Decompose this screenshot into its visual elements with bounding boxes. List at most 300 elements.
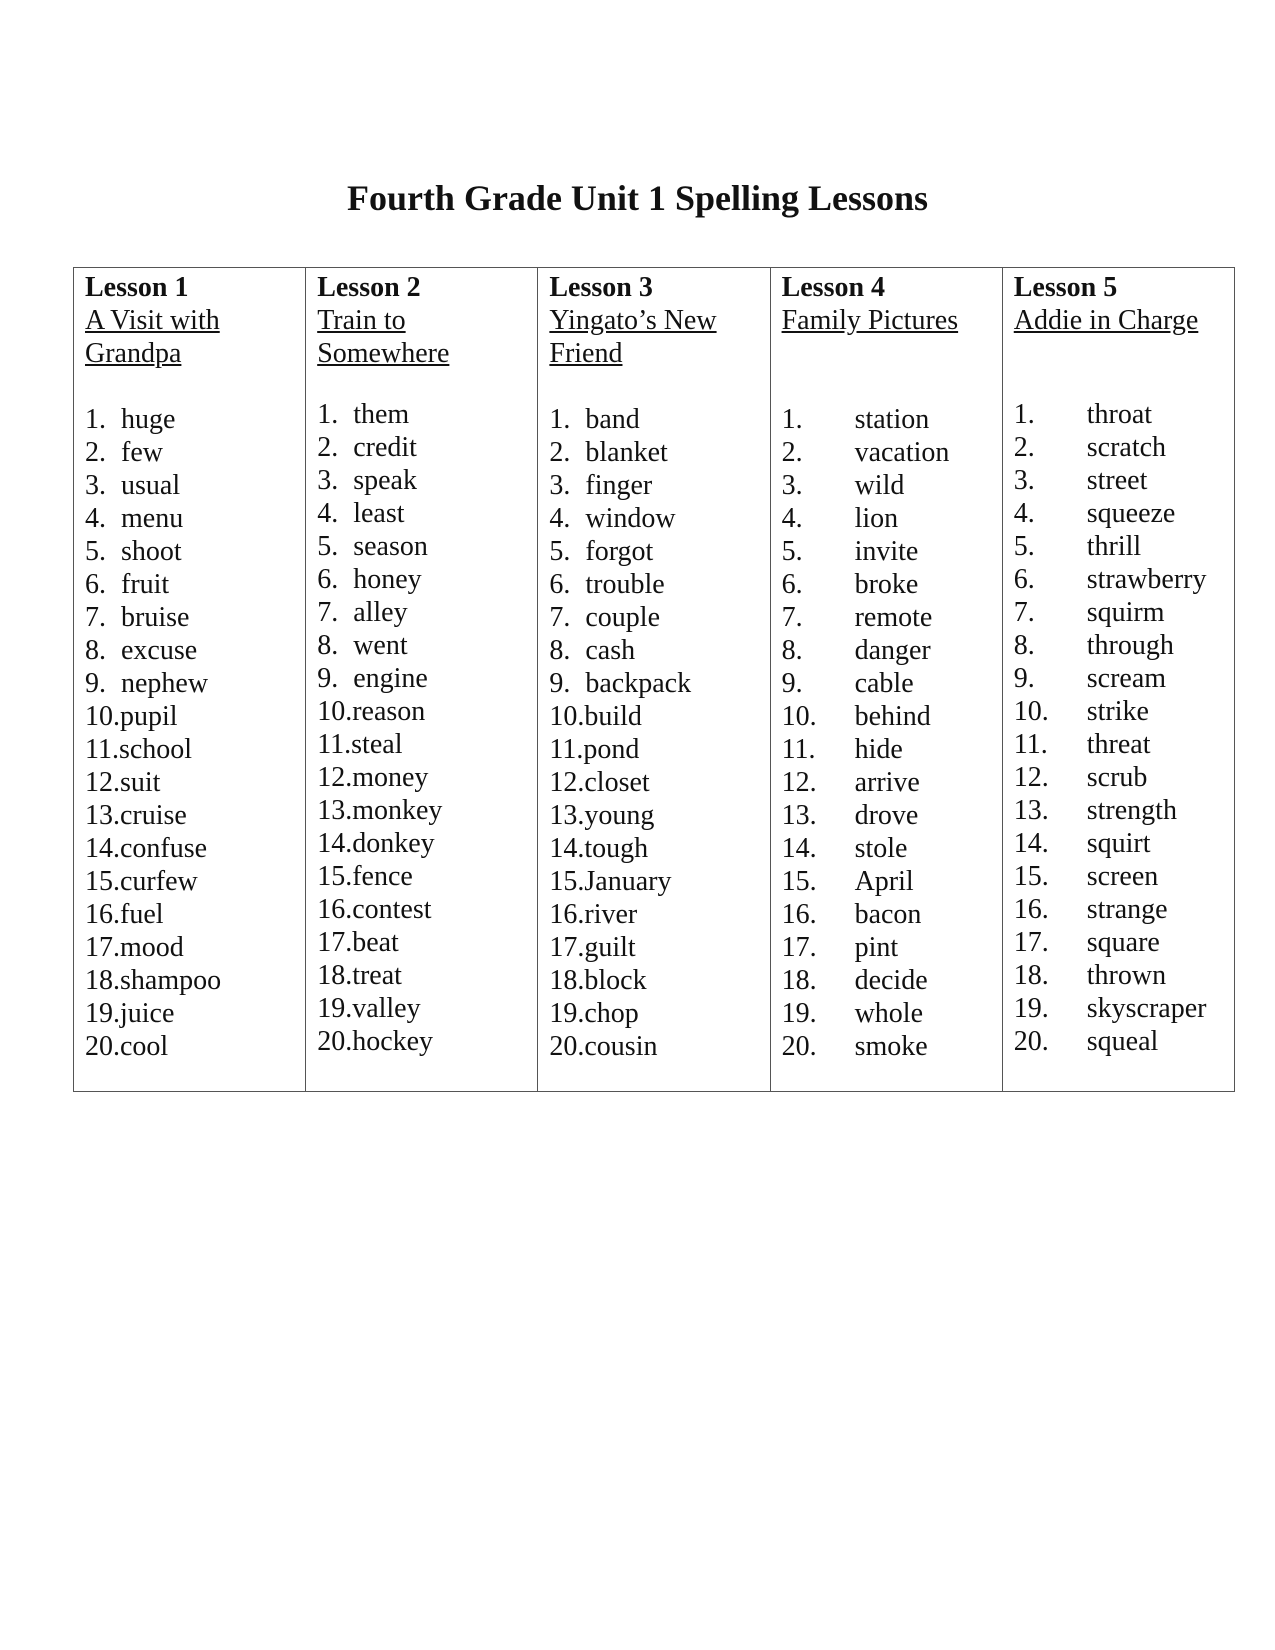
word-list-item bbox=[782, 403, 1002, 436]
spelling-word: band bbox=[585, 404, 640, 435]
word-list bbox=[1014, 398, 1234, 1058]
word-number: 17. bbox=[317, 927, 353, 958]
spelling-word: couple bbox=[585, 602, 661, 633]
word-number: 20. bbox=[317, 1026, 353, 1057]
word-list-item bbox=[85, 832, 305, 865]
word-number: 18. bbox=[85, 965, 120, 996]
story-title bbox=[85, 304, 305, 403]
word-list-item bbox=[85, 799, 305, 832]
word-list-item bbox=[85, 469, 305, 502]
word-list-item bbox=[1014, 629, 1234, 662]
spelling-word: finger bbox=[585, 470, 653, 501]
word-list-item bbox=[1014, 761, 1234, 794]
spelling-word: usual bbox=[121, 470, 181, 501]
spelling-word: screen bbox=[1086, 861, 1159, 892]
spelling-word: chop bbox=[584, 998, 639, 1029]
word-number: 6. bbox=[317, 564, 339, 595]
spelling-word: scrub bbox=[1086, 762, 1148, 793]
word-list-item bbox=[85, 502, 305, 535]
spelling-word: window bbox=[585, 503, 676, 534]
lesson-column bbox=[538, 268, 770, 1092]
spelling-word: closet bbox=[584, 767, 650, 798]
word-number: 2. bbox=[85, 437, 106, 468]
word-list-item bbox=[317, 794, 537, 827]
word-number: 4. bbox=[317, 498, 339, 529]
word-number: 1. bbox=[781, 404, 803, 435]
word-list-item bbox=[1014, 464, 1234, 497]
word-number: 17. bbox=[549, 932, 585, 963]
spelling-word: pond bbox=[583, 734, 640, 765]
word-list-item bbox=[782, 865, 1002, 898]
word-number: 7. bbox=[781, 602, 803, 633]
spelling-word: scratch bbox=[1086, 432, 1167, 463]
spelling-word: pint bbox=[854, 932, 899, 963]
spelling-word: hide bbox=[854, 734, 903, 765]
spelling-word: skyscraper bbox=[1086, 993, 1207, 1024]
word-number: 8. bbox=[85, 635, 106, 666]
word-list-item bbox=[549, 436, 769, 469]
word-list-item bbox=[782, 766, 1002, 799]
word-number: 4. bbox=[85, 503, 106, 534]
word-number: 6. bbox=[549, 569, 571, 600]
word-list-item bbox=[782, 832, 1002, 865]
word-number: 1. bbox=[1013, 399, 1035, 430]
word-number: 9. bbox=[85, 668, 106, 699]
word-number: 10. bbox=[85, 701, 120, 732]
word-number: 5. bbox=[85, 536, 106, 567]
word-number: 18. bbox=[1013, 960, 1049, 991]
spelling-word: scream bbox=[1086, 663, 1167, 694]
word-number: 19. bbox=[549, 998, 585, 1029]
page-title: Fourth Grade Unit 1 Spelling Lessons bbox=[346, 178, 929, 218]
word-list-item bbox=[549, 403, 769, 436]
word-number: 17. bbox=[1013, 927, 1049, 958]
word-list-item bbox=[1014, 596, 1234, 629]
spelling-word: strange bbox=[1086, 894, 1168, 925]
story-title-line: Addie in Charge bbox=[1013, 305, 1199, 336]
word-list-item bbox=[549, 931, 769, 964]
spelling-word: went bbox=[353, 630, 408, 661]
spelling-word: drove bbox=[854, 800, 919, 831]
spelling-word: pupil bbox=[120, 701, 178, 732]
spelling-word: contest bbox=[352, 894, 432, 925]
word-list-item bbox=[317, 893, 537, 926]
word-list-item bbox=[317, 497, 537, 530]
word-number: 1. bbox=[317, 399, 339, 430]
word-number: 4. bbox=[549, 503, 571, 534]
word-number: 2. bbox=[549, 437, 571, 468]
word-number: 4. bbox=[1013, 498, 1035, 529]
word-list-item bbox=[1014, 992, 1234, 1025]
word-number: 17. bbox=[781, 932, 817, 963]
spelling-word: steal bbox=[351, 729, 403, 760]
word-list-item bbox=[1014, 827, 1234, 860]
word-number: 6. bbox=[781, 569, 803, 600]
spelling-word: forgot bbox=[585, 536, 654, 567]
word-number: 11. bbox=[85, 734, 119, 765]
spelling-word: bruise bbox=[121, 602, 190, 633]
spelling-word: backpack bbox=[585, 668, 692, 699]
word-list-item bbox=[317, 398, 537, 431]
spelling-word: January bbox=[584, 866, 672, 897]
spelling-word: arrive bbox=[854, 767, 920, 798]
word-list-item bbox=[549, 964, 769, 997]
word-list-item bbox=[782, 436, 1002, 469]
word-number: 12. bbox=[1013, 762, 1049, 793]
word-list-item bbox=[549, 634, 769, 667]
word-list-item bbox=[549, 469, 769, 502]
spelling-word: April bbox=[854, 866, 914, 897]
spelling-word: curfew bbox=[120, 866, 198, 897]
word-number: 14. bbox=[317, 828, 353, 859]
word-number: 16. bbox=[1013, 894, 1049, 925]
spelling-word: thrown bbox=[1086, 960, 1167, 991]
story-title bbox=[782, 304, 1002, 403]
word-number: 18. bbox=[317, 960, 353, 991]
word-number: 19. bbox=[85, 998, 120, 1029]
word-list-item bbox=[782, 997, 1002, 1030]
spelling-word: whole bbox=[854, 998, 923, 1029]
spelling-word: hockey bbox=[352, 1026, 434, 1057]
word-list-item bbox=[85, 568, 305, 601]
word-list-item bbox=[317, 629, 537, 662]
word-number: 6. bbox=[85, 569, 106, 600]
word-number: 10. bbox=[781, 701, 817, 732]
word-number: 8. bbox=[317, 630, 339, 661]
word-number: 14. bbox=[85, 833, 120, 864]
spelling-word: street bbox=[1086, 465, 1148, 496]
word-list-item bbox=[317, 464, 537, 497]
word-list bbox=[782, 403, 1002, 1063]
word-list-item bbox=[1014, 563, 1234, 596]
spelling-word: strawberry bbox=[1086, 564, 1207, 595]
story-title-line: Somewhere bbox=[317, 338, 450, 369]
word-list-item bbox=[1014, 1025, 1234, 1058]
spelling-word: bacon bbox=[854, 899, 922, 930]
story-title bbox=[549, 304, 769, 403]
spelling-word: mood bbox=[120, 932, 184, 963]
spelling-word: alley bbox=[353, 597, 408, 628]
story-title-line: Yingato’s New bbox=[549, 305, 717, 336]
word-list-item bbox=[85, 733, 305, 766]
word-number: 11. bbox=[549, 734, 584, 765]
spelling-word: thrill bbox=[1086, 531, 1142, 562]
word-list-item bbox=[549, 733, 769, 766]
word-list-item bbox=[782, 700, 1002, 733]
word-list bbox=[85, 403, 305, 1063]
lesson-column bbox=[306, 268, 538, 1092]
word-number: 13. bbox=[549, 800, 585, 831]
word-number: 20. bbox=[1013, 1026, 1049, 1057]
word-list-item bbox=[549, 667, 769, 700]
word-number: 11. bbox=[317, 729, 352, 760]
spelling-word: guilt bbox=[584, 932, 636, 963]
word-list-item bbox=[1014, 497, 1234, 530]
word-number: 19. bbox=[1013, 993, 1049, 1024]
word-number: 20. bbox=[781, 1031, 817, 1062]
lesson-column bbox=[770, 268, 1002, 1092]
spelling-word: squirm bbox=[1086, 597, 1165, 628]
word-list-item bbox=[85, 667, 305, 700]
spelling-word: engine bbox=[353, 663, 428, 694]
word-list-item bbox=[85, 766, 305, 799]
word-list-item bbox=[85, 634, 305, 667]
word-list-item bbox=[549, 865, 769, 898]
word-number: 9. bbox=[1013, 663, 1035, 694]
word-list-item bbox=[1014, 695, 1234, 728]
word-list-item bbox=[85, 865, 305, 898]
spelling-word: invite bbox=[854, 536, 919, 567]
word-list-item bbox=[1014, 959, 1234, 992]
word-number: 9. bbox=[317, 663, 339, 694]
word-number: 5. bbox=[781, 536, 803, 567]
word-list-item bbox=[782, 898, 1002, 931]
spelling-word: squirt bbox=[1086, 828, 1151, 859]
word-number: 17. bbox=[85, 932, 120, 963]
spelling-word: strength bbox=[1086, 795, 1177, 826]
lesson-column bbox=[1002, 268, 1234, 1092]
lesson-heading: Lesson 5 bbox=[1013, 272, 1118, 303]
word-number: 18. bbox=[549, 965, 585, 996]
spelling-word: them bbox=[353, 399, 410, 430]
spelling-word: fence bbox=[352, 861, 413, 892]
word-number: 20. bbox=[549, 1031, 585, 1062]
word-list-item bbox=[782, 931, 1002, 964]
word-number: 3. bbox=[85, 470, 106, 501]
word-number: 14. bbox=[1013, 828, 1049, 859]
story-title-line: A Visit with bbox=[85, 305, 220, 336]
word-number: 1. bbox=[549, 404, 571, 435]
word-list-item bbox=[317, 695, 537, 728]
word-list-item bbox=[1014, 530, 1234, 563]
word-number: 3. bbox=[781, 470, 803, 501]
word-number: 12. bbox=[549, 767, 585, 798]
spelling-word: speak bbox=[353, 465, 417, 496]
lesson-column bbox=[74, 268, 306, 1092]
word-number: 16. bbox=[781, 899, 817, 930]
word-number: 18. bbox=[781, 965, 817, 996]
word-list-item bbox=[317, 1025, 537, 1058]
word-number: 10. bbox=[1013, 696, 1049, 727]
word-list-item bbox=[85, 898, 305, 931]
word-list-item bbox=[85, 1030, 305, 1063]
word-number: 5. bbox=[1013, 531, 1035, 562]
word-number: 2. bbox=[781, 437, 803, 468]
spelling-word: young bbox=[584, 800, 655, 831]
word-list-item bbox=[85, 700, 305, 733]
word-list-item bbox=[782, 568, 1002, 601]
word-list-item bbox=[782, 964, 1002, 997]
spelling-word: cable bbox=[854, 668, 914, 699]
lessons-table bbox=[73, 267, 1235, 1092]
spelling-word: stole bbox=[854, 833, 908, 864]
word-number: 10. bbox=[549, 701, 585, 732]
spelling-word: credit bbox=[353, 432, 417, 463]
spelling-word: strike bbox=[1086, 696, 1149, 727]
word-list bbox=[317, 398, 537, 1058]
spelling-word: smoke bbox=[854, 1031, 928, 1062]
spelling-word: treat bbox=[352, 960, 402, 991]
spelling-word: nephew bbox=[121, 668, 209, 699]
word-list-item bbox=[317, 992, 537, 1025]
spelling-word: juice bbox=[120, 998, 175, 1029]
word-number: 12. bbox=[781, 767, 817, 798]
word-number: 2. bbox=[1013, 432, 1035, 463]
word-number: 13. bbox=[85, 800, 120, 831]
word-number: 20. bbox=[85, 1031, 120, 1062]
word-list-item bbox=[317, 563, 537, 596]
word-list-item bbox=[549, 601, 769, 634]
word-list-item bbox=[85, 931, 305, 964]
word-number: 1. bbox=[85, 404, 106, 435]
word-list-item bbox=[782, 634, 1002, 667]
spelling-word: cousin bbox=[584, 1031, 658, 1062]
word-number: 3. bbox=[549, 470, 571, 501]
lesson-heading: Lesson 3 bbox=[549, 272, 653, 303]
word-number: 13. bbox=[781, 800, 817, 831]
spelling-word: broke bbox=[854, 569, 919, 600]
word-list-item bbox=[317, 596, 537, 629]
story-title bbox=[317, 304, 537, 403]
word-number: 15. bbox=[781, 866, 817, 897]
story-title-line: Family Pictures bbox=[781, 305, 959, 336]
word-number: 16. bbox=[549, 899, 585, 930]
word-list-item bbox=[1014, 728, 1234, 761]
word-number: 8. bbox=[1013, 630, 1035, 661]
word-list-item bbox=[85, 997, 305, 1030]
spelling-word: square bbox=[1086, 927, 1160, 958]
word-list-item bbox=[549, 535, 769, 568]
word-number: 5. bbox=[317, 531, 339, 562]
word-list-item bbox=[317, 926, 537, 959]
word-number: 8. bbox=[781, 635, 803, 666]
spelling-word: honey bbox=[353, 564, 422, 595]
spelling-word: few bbox=[121, 437, 163, 468]
spelling-word: behind bbox=[854, 701, 931, 732]
word-number: 16. bbox=[85, 899, 120, 930]
word-list-item bbox=[317, 959, 537, 992]
word-list-item bbox=[1014, 794, 1234, 827]
word-list-item bbox=[549, 502, 769, 535]
word-list-item bbox=[85, 601, 305, 634]
word-list-item bbox=[782, 733, 1002, 766]
word-list-item bbox=[549, 832, 769, 865]
word-list-item bbox=[782, 469, 1002, 502]
word-number: 13. bbox=[1013, 795, 1049, 826]
spelling-word: shampoo bbox=[120, 965, 222, 996]
word-number: 7. bbox=[317, 597, 339, 628]
spelling-word: huge bbox=[121, 404, 176, 435]
word-number: 13. bbox=[317, 795, 353, 826]
spelling-word: build bbox=[584, 701, 642, 732]
word-number: 11. bbox=[781, 734, 816, 765]
word-number: 15. bbox=[85, 866, 120, 897]
lessons-row bbox=[74, 268, 1235, 1092]
word-list bbox=[549, 403, 769, 1063]
word-list-item bbox=[782, 535, 1002, 568]
spelling-word: cruise bbox=[120, 800, 187, 831]
word-number: 7. bbox=[85, 602, 106, 633]
word-list-item bbox=[549, 766, 769, 799]
word-list-item bbox=[549, 997, 769, 1030]
spelling-word: throat bbox=[1086, 399, 1153, 430]
word-number: 6. bbox=[1013, 564, 1035, 595]
spelling-word: station bbox=[854, 404, 930, 435]
word-list-item bbox=[549, 1030, 769, 1063]
word-number: 9. bbox=[549, 668, 571, 699]
word-number: 10. bbox=[317, 696, 353, 727]
spelling-word: cool bbox=[120, 1031, 169, 1062]
word-number: 19. bbox=[781, 998, 817, 1029]
word-list-item bbox=[317, 827, 537, 860]
word-number: 14. bbox=[549, 833, 585, 864]
word-list-item bbox=[549, 568, 769, 601]
lesson-heading: Lesson 2 bbox=[317, 272, 421, 303]
spelling-word: menu bbox=[121, 503, 184, 534]
spelling-word: tough bbox=[584, 833, 649, 864]
word-list-item bbox=[1014, 431, 1234, 464]
word-list-item bbox=[782, 667, 1002, 700]
word-list-item bbox=[1014, 860, 1234, 893]
word-list-item bbox=[85, 964, 305, 997]
word-list-item bbox=[1014, 893, 1234, 926]
word-number: 2. bbox=[317, 432, 339, 463]
word-list-item bbox=[85, 403, 305, 436]
spelling-word: lion bbox=[854, 503, 899, 534]
word-number: 11. bbox=[1013, 729, 1048, 760]
spelling-word: fruit bbox=[121, 569, 170, 600]
word-list-item bbox=[782, 502, 1002, 535]
word-list-item bbox=[782, 601, 1002, 634]
spelling-word: blanket bbox=[585, 437, 668, 468]
word-number: 16. bbox=[317, 894, 353, 925]
spelling-word: valley bbox=[352, 993, 421, 1024]
word-number: 14. bbox=[781, 833, 817, 864]
word-list-item bbox=[1014, 662, 1234, 695]
spelling-word: money bbox=[352, 762, 429, 793]
spelling-word: school bbox=[118, 734, 193, 765]
lesson-heading: Lesson 1 bbox=[85, 272, 189, 303]
spelling-word: confuse bbox=[120, 833, 208, 864]
word-number: 3. bbox=[1013, 465, 1035, 496]
story-title-line: Train to bbox=[317, 305, 406, 336]
story-title-line: Grandpa bbox=[85, 338, 182, 369]
spelling-word: danger bbox=[854, 635, 931, 666]
word-number: 15. bbox=[549, 866, 585, 897]
word-list-item bbox=[317, 761, 537, 794]
word-number: 3. bbox=[317, 465, 339, 496]
spelling-word: suit bbox=[120, 767, 161, 798]
word-list-item bbox=[1014, 398, 1234, 431]
spelling-word: trouble bbox=[585, 569, 665, 600]
spelling-word: excuse bbox=[121, 635, 198, 666]
word-number: 9. bbox=[781, 668, 803, 699]
word-list-item bbox=[549, 898, 769, 931]
word-number: 8. bbox=[549, 635, 571, 666]
word-number: 12. bbox=[317, 762, 353, 793]
word-list-item bbox=[317, 431, 537, 464]
word-list-item bbox=[317, 662, 537, 695]
spelling-word: squeeze bbox=[1086, 498, 1176, 529]
spelling-word: decide bbox=[854, 965, 928, 996]
spelling-word: fuel bbox=[120, 899, 164, 930]
word-list-item bbox=[549, 799, 769, 832]
spelling-word: shoot bbox=[121, 536, 182, 567]
spelling-word: threat bbox=[1086, 729, 1151, 760]
spelling-word: wild bbox=[854, 470, 905, 501]
spelling-word: beat bbox=[352, 927, 399, 958]
word-number: 7. bbox=[549, 602, 571, 633]
